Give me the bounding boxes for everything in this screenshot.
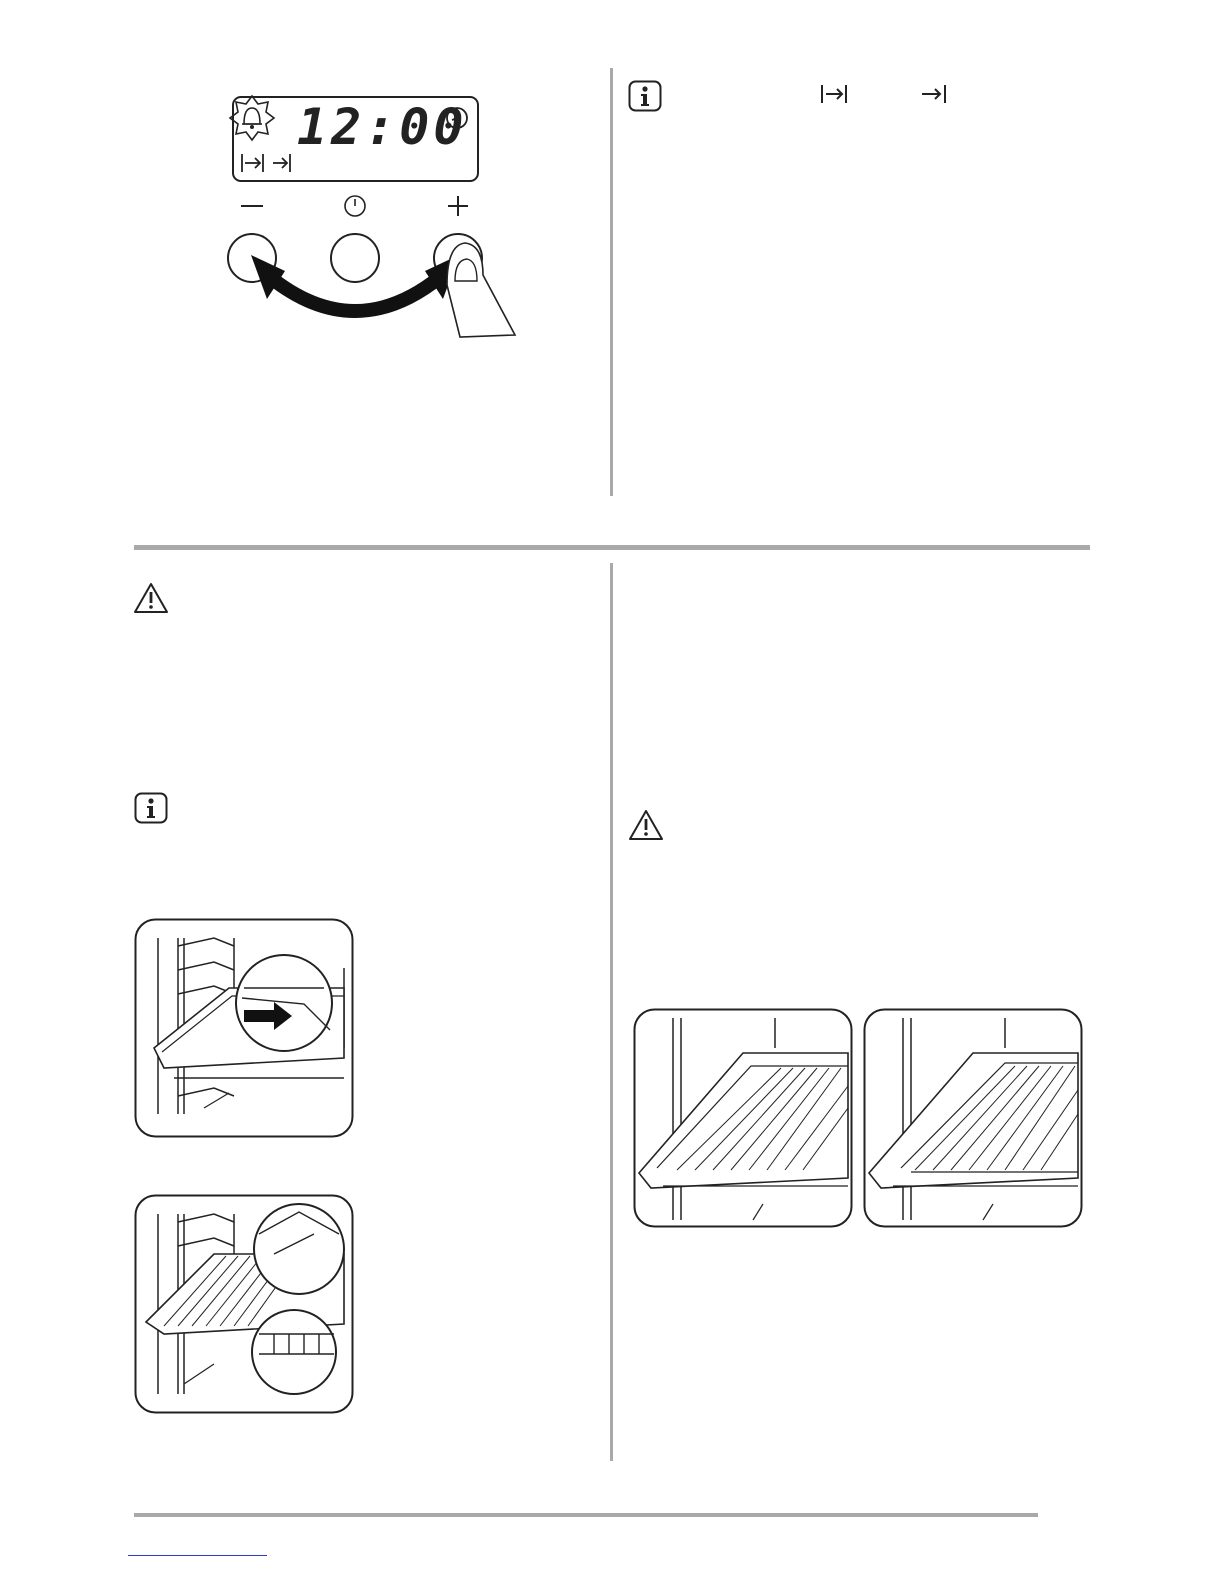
end-time-icon: [920, 83, 950, 109]
footer-rule: [134, 1513, 1038, 1517]
grid-shelf-figure-a: [633, 1008, 853, 1232]
clock-button: [331, 234, 379, 282]
clock-button-icon: [345, 196, 365, 216]
column-divider-bottom: [610, 563, 613, 1461]
display-time: 12:00: [297, 98, 468, 156]
oven-grill-insertion-figure: [134, 1194, 354, 1418]
column-divider-top: [610, 68, 613, 496]
info-icon: [134, 792, 168, 828]
finger: [447, 243, 515, 337]
section-rule: [134, 545, 1090, 550]
timer-panel-figure: [215, 85, 525, 345]
warning-icon: [133, 582, 169, 618]
duration-icon: [242, 154, 263, 172]
grid-shelf-figure-b: [863, 1008, 1083, 1232]
plus-sign: [448, 196, 468, 216]
footer-link-underline[interactable]: [128, 1555, 267, 1556]
duration-icon: [820, 83, 850, 109]
oven-tray-insertion-figure: [134, 918, 354, 1142]
info-icon: [628, 80, 662, 116]
warning-icon: [628, 809, 664, 845]
bell-icon: [230, 96, 274, 140]
end-time-icon: [273, 154, 290, 172]
